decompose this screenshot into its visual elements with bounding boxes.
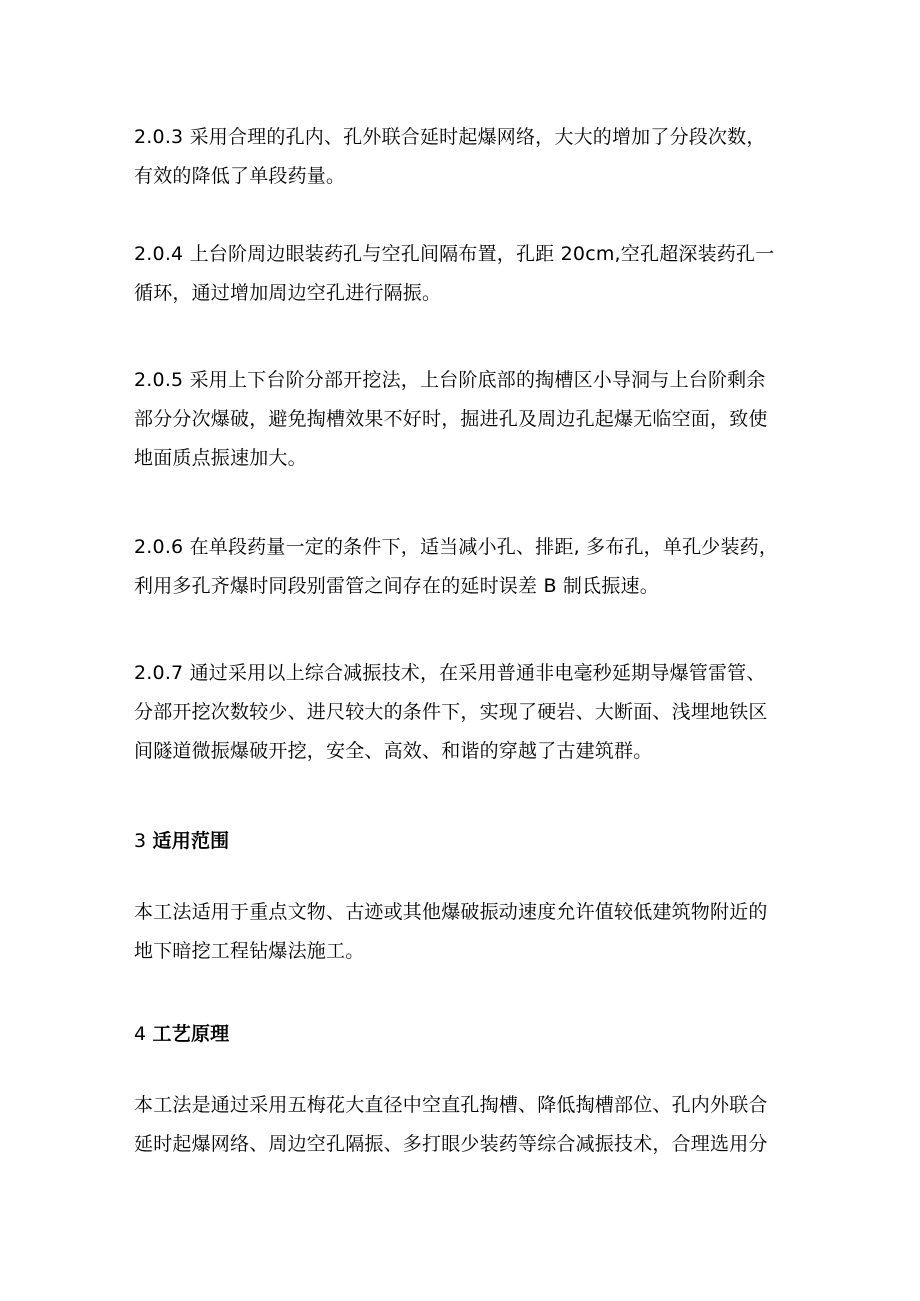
paragraph-2-0-4 — [134, 235, 796, 313]
text-line: 2.0.7 通过采用以上综合减振技术，在采用普通非电毫秒延期导爆管雷管、 — [134, 662, 766, 684]
text-line: 2.0.3 采用合理的孔内、孔外联合延时起爆网络，大大的增加了分段次数， — [134, 126, 766, 148]
text-line: 本工法适用于重点文物、古迹或其他爆破振动速度允许值较低建筑物附近的 — [134, 901, 768, 923]
section-number: 3 — [134, 830, 147, 852]
paragraph-2-0-3 — [134, 118, 796, 196]
text-line: 部分分次爆破，避免掏槽效果不好时，掘进孔及周边孔起爆无临空面，致使 — [134, 408, 768, 430]
paragraph-2-0-7 — [134, 654, 796, 771]
text-line: 循环，通过增加周边空孔进行隔振。 — [134, 282, 442, 304]
section-heading-3 — [134, 822, 229, 861]
section-heading-4 — [134, 1015, 229, 1054]
text-line: 利用多孔齐爆时同段别雷管之间存在的延时误差 B 制氐振速。 — [134, 575, 659, 597]
text-line: 2.0.5 采用上下台阶分部开挖法，上台阶底部的掏槽区小导洞与上台阶剩余 — [134, 369, 766, 391]
paragraph-section-4 — [134, 1086, 796, 1164]
section-title: 工艺原理 — [152, 1023, 230, 1045]
paragraph-2-0-5 — [134, 361, 796, 478]
text-line: 有效的降低了单段药量。 — [134, 165, 346, 187]
text-line: 本工法是通过采用五梅花大直径中空直孔掏槽、降低掏槽部位、孔内外联合 — [134, 1094, 768, 1116]
text-line: 间隧道微振爆破开挖，安全、高效、和谐的穿越了古建筑群。 — [134, 740, 653, 762]
text-line: 2.0.6 在单段药量一定的条件下，适当减小孔、排距, 多布孔，单孔少装药， — [134, 536, 779, 558]
section-title: 适用范围 — [152, 830, 230, 852]
text-line: 分部开挖次数较少、进尺较大的条件下，实现了硬岩、大断面、浅埋地铁区 — [134, 701, 768, 723]
text-line: 地面质点振速加大。 — [134, 447, 307, 469]
text-line: 地下暗挖工程钻爆法施工。 — [134, 940, 365, 962]
paragraph-2-0-6 — [134, 528, 796, 606]
paragraph-section-3 — [134, 893, 796, 971]
text-line: 延时起爆网络、周边空孔隔振、多打眼少装药等综合减振技术，合理选用分 — [134, 1133, 768, 1155]
section-number: 4 — [134, 1023, 147, 1045]
text-line: 2.0.4 上台阶周边眼装药孔与空孔间隔布置，孔距 20cm,空孔超深装药孔一 — [134, 243, 775, 265]
